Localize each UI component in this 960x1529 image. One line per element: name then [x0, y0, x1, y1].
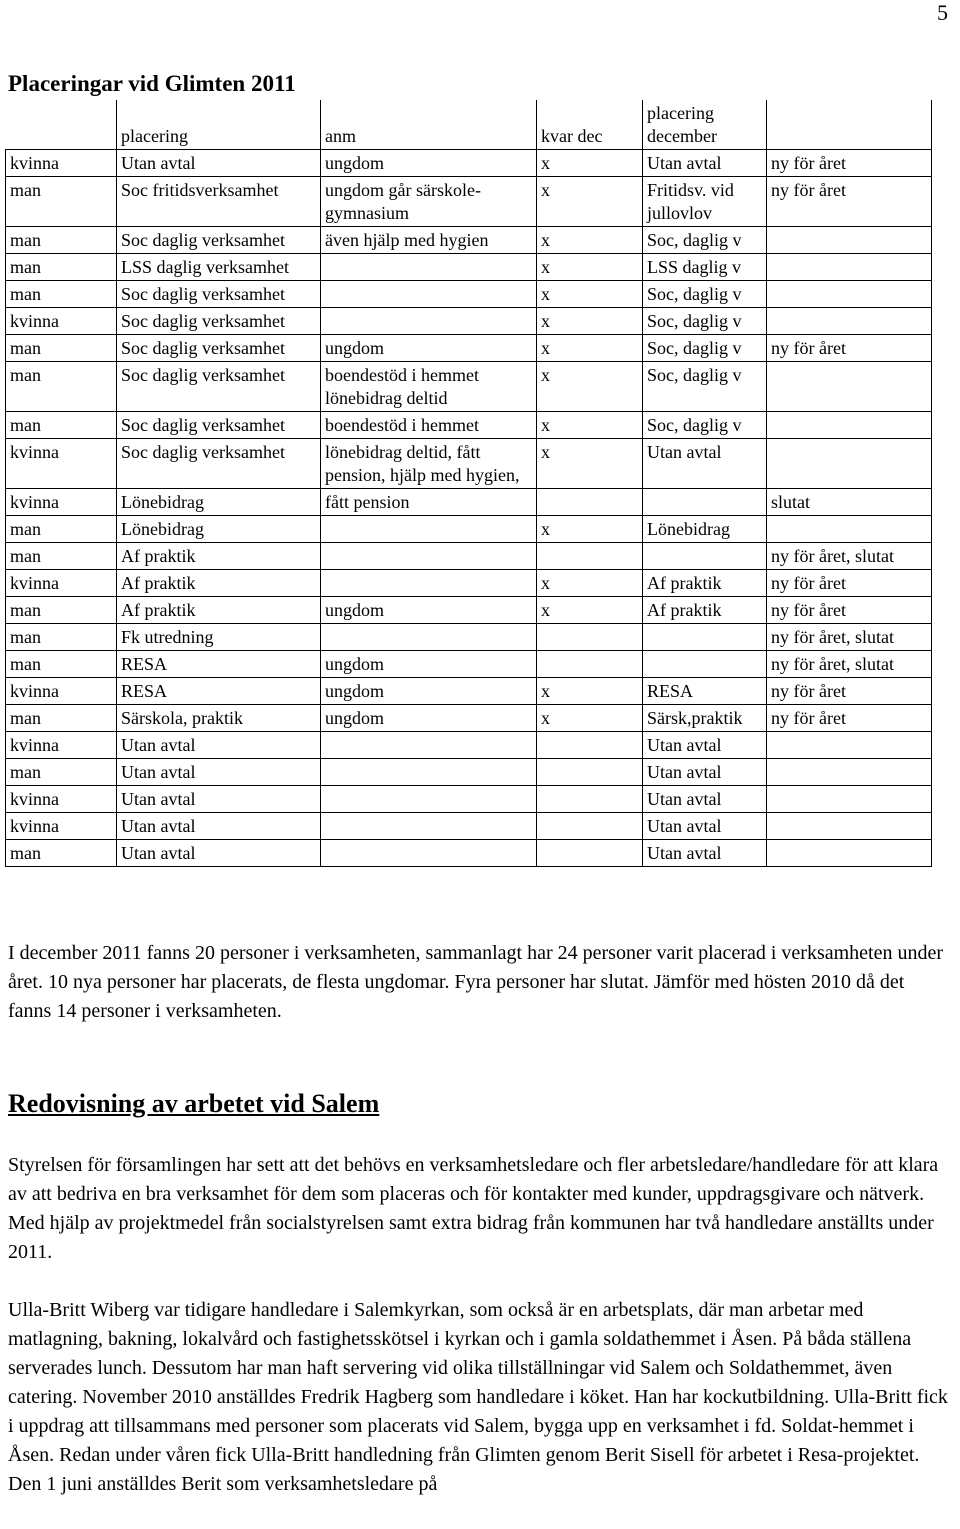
cell-note: ungdom — [321, 150, 537, 177]
cell-note — [321, 308, 537, 335]
cell-remaining-dec: x — [537, 412, 643, 439]
cell-status — [767, 254, 932, 281]
cell-gender: man — [6, 705, 117, 732]
cell-note: ungdom — [321, 678, 537, 705]
cell-gender: kvinna — [6, 570, 117, 597]
cell-placement-dec — [643, 543, 767, 570]
cell-placement: Soc daglig verksamhet — [117, 335, 321, 362]
cell-placement-dec: Soc, daglig v — [643, 412, 767, 439]
cell-placement: Soc daglig verksamhet — [117, 308, 321, 335]
header-cell — [767, 100, 932, 150]
cell-status: ny för året, slutat — [767, 624, 932, 651]
cell-placement-dec: Soc, daglig v — [643, 308, 767, 335]
cell-placement: Soc daglig verksamhet — [117, 412, 321, 439]
cell-gender: kvinna — [6, 439, 117, 489]
cell-note — [321, 732, 537, 759]
cell-note: ungdom — [321, 705, 537, 732]
cell-placement: Soc daglig verksamhet — [117, 439, 321, 489]
cell-placement-dec: Lönebidrag — [643, 516, 767, 543]
table-row — [6, 543, 932, 570]
cell-placement: Lönebidrag — [117, 516, 321, 543]
cell-placement-dec: Soc, daglig v — [643, 335, 767, 362]
cell-placement: Af praktik — [117, 543, 321, 570]
table-row — [6, 840, 932, 867]
cell-placement: Utan avtal — [117, 150, 321, 177]
table-row — [6, 570, 932, 597]
table-row — [6, 597, 932, 624]
cell-status — [767, 281, 932, 308]
cell-remaining-dec: x — [537, 362, 643, 412]
cell-gender: man — [6, 516, 117, 543]
table-row — [6, 308, 932, 335]
cell-remaining-dec: x — [537, 150, 643, 177]
cell-placement: RESA — [117, 678, 321, 705]
cell-status: ny för året — [767, 335, 932, 362]
cell-note: lönebidrag deltid, fått pension, hjälp med hygien, — [321, 439, 537, 489]
cell-remaining-dec: x — [537, 308, 643, 335]
table-row — [6, 281, 932, 308]
body-paragraph-2: Ulla-Britt Wiberg var tidigare handledare i Salemkyrkan, som också är en arbetsplats, där man arbetar med matlagning, bakning, lokalvård och fastighetsskötsel i kyrkan och i gamla soldathemmet i Åsen. På båda ställena serverades lunch. Dessutom har man haft servering vid olika tillställningar vid Salem och Soldathemmet, även catering. November 2010 anställdes Fredrik Hagberg som handledare i köket. Han har kockutbildning. Ulla-Britt fick i uppdrag att tillsammans med personer som placerats vid Salem, bygga upp en verksamhet i fd. Soldat-hemmet i Åsen. Redan under våren fick Ulla-Britt handledning från Glimten genom Berit Sisell för arbetet i Resa-projektet. Den 1 juni anställdes Berit som verksamhetsledare på — [8, 1299, 948, 1495]
cell-placement: Fk utredning — [117, 624, 321, 651]
cell-placement: Soc daglig verksamhet — [117, 227, 321, 254]
cell-status: ny för året, slutat — [767, 651, 932, 678]
table-row — [6, 177, 932, 227]
cell-gender: man — [6, 177, 117, 227]
cell-status — [767, 840, 932, 867]
cell-placement-dec: Utan avtal — [643, 150, 767, 177]
cell-placement: Soc daglig verksamhet — [117, 362, 321, 412]
cell-remaining-dec: x — [537, 516, 643, 543]
cell-status — [767, 759, 932, 786]
cell-remaining-dec: x — [537, 177, 643, 227]
table-row — [6, 516, 932, 543]
header-cell: anm — [321, 100, 537, 150]
table-row — [6, 362, 932, 412]
cell-placement: RESA — [117, 651, 321, 678]
cell-remaining-dec: x — [537, 597, 643, 624]
cell-status — [767, 439, 932, 489]
cell-remaining-dec: x — [537, 227, 643, 254]
cell-remaining-dec — [537, 732, 643, 759]
cell-remaining-dec — [537, 543, 643, 570]
placements-table — [5, 100, 932, 867]
cell-note — [321, 840, 537, 867]
cell-gender: man — [6, 840, 117, 867]
cell-status — [767, 308, 932, 335]
cell-placement-dec: Utan avtal — [643, 786, 767, 813]
cell-placement: Utan avtal — [117, 840, 321, 867]
table-row — [6, 439, 932, 489]
cell-note: ungdom går särskole-gymnasium — [321, 177, 537, 227]
page-number: 5 — [937, 0, 948, 25]
header-cell: placering — [117, 100, 321, 150]
cell-status: ny för året — [767, 177, 932, 227]
cell-placement: Lönebidrag — [117, 489, 321, 516]
cell-placement-dec: RESA — [643, 678, 767, 705]
cell-remaining-dec — [537, 759, 643, 786]
section-heading: Redovisning av arbetet vid Salem — [8, 1089, 380, 1118]
cell-remaining-dec — [537, 840, 643, 867]
cell-note — [321, 281, 537, 308]
table-row — [6, 732, 932, 759]
table-row — [6, 254, 932, 281]
cell-gender: man — [6, 651, 117, 678]
cell-gender: kvinna — [6, 786, 117, 813]
cell-remaining-dec: x — [537, 335, 643, 362]
cell-remaining-dec: x — [537, 281, 643, 308]
cell-note: ungdom — [321, 597, 537, 624]
cell-placement-dec: Soc, daglig v — [643, 227, 767, 254]
header-cell: kvar dec — [537, 100, 643, 150]
table-row — [6, 227, 932, 254]
table-row — [6, 786, 932, 813]
cell-placement-dec: Af praktik — [643, 597, 767, 624]
cell-gender: kvinna — [6, 732, 117, 759]
cell-status: ny för året, slutat — [767, 543, 932, 570]
cell-placement: Af praktik — [117, 597, 321, 624]
cell-placement-dec — [643, 489, 767, 516]
cell-placement-dec: Soc, daglig v — [643, 362, 767, 412]
cell-placement: Utan avtal — [117, 759, 321, 786]
body-paragraph-1: Styrelsen för församlingen har sett att det behövs en verksamhetsledare och fler arbetsledare/handledare för att klara av att bedriva en bra verksamhet för dem som placeras och för kontakter med kunder, uppdragsgivare och nätverk. Med hjälp av projektmedel från socialstyrelsen samt extra bidrag från kommunen har två handledare anställts under 2011. — [8, 1154, 939, 1263]
cell-placement-dec: LSS daglig v — [643, 254, 767, 281]
table-row — [6, 813, 932, 840]
cell-placement-dec: Af praktik — [643, 570, 767, 597]
cell-placement: LSS daglig verksamhet — [117, 254, 321, 281]
cell-placement-dec: Utan avtal — [643, 840, 767, 867]
summary-paragraph: I december 2011 fanns 20 personer i verksamheten, sammanlagt har 24 personer varit placerad i verksamheten under året. 10 nya personer har placerats, de flesta ungdomar. Fyra personer har slutat. Jämför med hösten 2010 då det fanns 14 personer i verksamheten. — [8, 942, 944, 1022]
cell-gender: man — [6, 412, 117, 439]
cell-status — [767, 412, 932, 439]
cell-placement-dec — [643, 624, 767, 651]
cell-remaining-dec — [537, 651, 643, 678]
table-body — [6, 150, 932, 867]
cell-gender: man — [6, 335, 117, 362]
cell-remaining-dec: x — [537, 678, 643, 705]
cell-placement-dec: Utan avtal — [643, 759, 767, 786]
cell-placement: Särskola, praktik — [117, 705, 321, 732]
table-row — [6, 335, 932, 362]
cell-note: ungdom — [321, 651, 537, 678]
cell-gender: kvinna — [6, 308, 117, 335]
table-row — [6, 705, 932, 732]
cell-placement: Utan avtal — [117, 786, 321, 813]
table-row — [6, 489, 932, 516]
cell-placement-dec: Utan avtal — [643, 732, 767, 759]
cell-gender: man — [6, 254, 117, 281]
cell-remaining-dec: x — [537, 439, 643, 489]
table-row — [6, 412, 932, 439]
cell-placement: Utan avtal — [117, 813, 321, 840]
cell-status — [767, 362, 932, 412]
table-row — [6, 624, 932, 651]
cell-gender: man — [6, 597, 117, 624]
table-row — [6, 678, 932, 705]
cell-status: ny för året — [767, 597, 932, 624]
cell-status: ny för året — [767, 705, 932, 732]
cell-status: ny för året — [767, 150, 932, 177]
cell-remaining-dec — [537, 813, 643, 840]
cell-gender: man — [6, 624, 117, 651]
cell-placement-dec: Särsk,praktik — [643, 705, 767, 732]
cell-note: ungdom — [321, 335, 537, 362]
cell-remaining-dec: x — [537, 570, 643, 597]
cell-note: även hjälp med hygien — [321, 227, 537, 254]
cell-remaining-dec — [537, 624, 643, 651]
cell-placement-dec — [643, 651, 767, 678]
cell-note — [321, 759, 537, 786]
cell-gender: man — [6, 281, 117, 308]
cell-placement-dec: Fritidsv. vid jullovlov — [643, 177, 767, 227]
cell-status — [767, 516, 932, 543]
cell-gender: kvinna — [6, 150, 117, 177]
cell-placement: Af praktik — [117, 570, 321, 597]
cell-placement: Soc daglig verksamhet — [117, 281, 321, 308]
cell-status: ny för året — [767, 678, 932, 705]
table-row — [6, 651, 932, 678]
cell-note — [321, 624, 537, 651]
table-row — [6, 759, 932, 786]
cell-remaining-dec — [537, 489, 643, 516]
cell-note: boendestöd i hemmet lönebidrag deltid — [321, 362, 537, 412]
cell-remaining-dec: x — [537, 705, 643, 732]
cell-gender: man — [6, 362, 117, 412]
cell-placement-dec: Soc, daglig v — [643, 281, 767, 308]
cell-note — [321, 254, 537, 281]
cell-status — [767, 732, 932, 759]
header-cell — [6, 100, 117, 150]
cell-note: fått pension — [321, 489, 537, 516]
cell-placement: Soc fritidsverksamhet — [117, 177, 321, 227]
cell-status — [767, 786, 932, 813]
cell-placement: Utan avtal — [117, 732, 321, 759]
cell-gender: kvinna — [6, 813, 117, 840]
cell-remaining-dec: x — [537, 254, 643, 281]
table-row — [6, 150, 932, 177]
cell-gender: man — [6, 543, 117, 570]
cell-gender: man — [6, 759, 117, 786]
cell-remaining-dec — [537, 786, 643, 813]
cell-placement-dec: Utan avtal — [643, 813, 767, 840]
page-title: Placeringar vid Glimten 2011 — [8, 71, 296, 96]
cell-note — [321, 516, 537, 543]
table-header-row — [6, 100, 932, 150]
cell-note — [321, 543, 537, 570]
cell-note — [321, 570, 537, 597]
cell-gender: kvinna — [6, 678, 117, 705]
cell-note: boendestöd i hemmet — [321, 412, 537, 439]
cell-gender: kvinna — [6, 489, 117, 516]
cell-status — [767, 227, 932, 254]
cell-status: slutat — [767, 489, 932, 516]
cell-gender: man — [6, 227, 117, 254]
cell-status — [767, 813, 932, 840]
header-cell: placering december — [643, 100, 767, 150]
cell-note — [321, 813, 537, 840]
cell-placement-dec: Utan avtal — [643, 439, 767, 489]
cell-status: ny för året — [767, 570, 932, 597]
cell-note — [321, 786, 537, 813]
